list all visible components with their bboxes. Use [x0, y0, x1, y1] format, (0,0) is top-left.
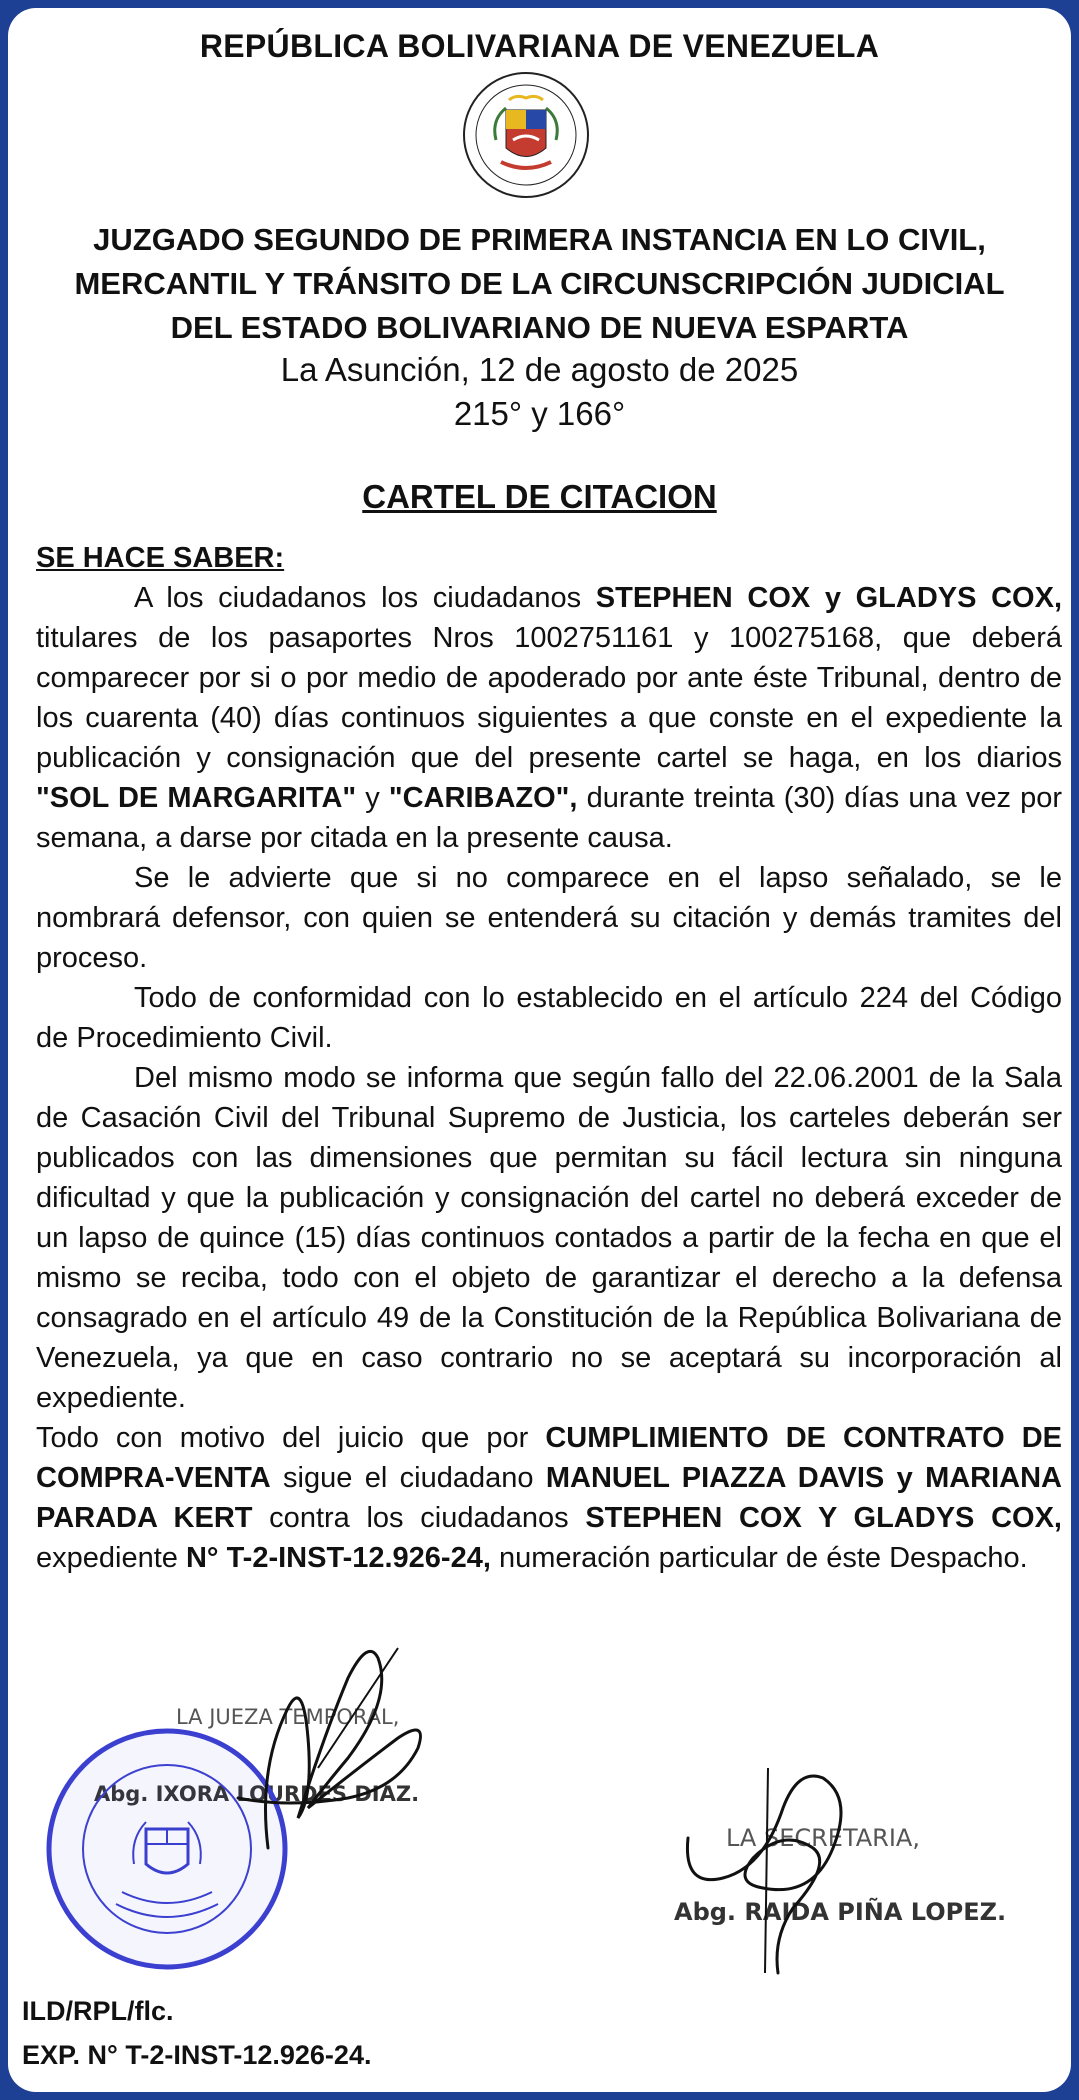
judge-name: Abg. IXORA LOURDES DIAZ. — [94, 1782, 420, 1806]
case-type: CUMPLIMIENTO DE CONTRATO DE COMPRA-VENTA — [36, 1422, 1062, 1494]
newspaper-name: "CARIBAZO", — [388, 782, 578, 814]
case-number: N° T-2-INST-12.926-24, — [185, 1542, 491, 1574]
newspaper-name: "SOL DE MARGARITA" — [36, 782, 357, 814]
court-heading — [8, 218, 1071, 350]
court-line: DEL ESTADO BOLIVARIANO DE NUEVA ESPARTA — [170, 310, 909, 345]
document-body — [36, 538, 1062, 1578]
paragraph-case — [36, 1418, 1062, 1578]
text-run: Todo con motivo del juicio que por — [36, 1422, 546, 1454]
judge-title: LA JUEZA TEMPORAL, — [176, 1705, 400, 1729]
plaintiffs-names: MANUEL PIAZZA DAVIS y MARIANA PARADA KERT — [36, 1462, 1062, 1534]
text-run: expediente — [36, 1542, 186, 1574]
secretary-signature-icon — [673, 1748, 883, 1978]
text-run: titulares de los pasaportes Nros 1002751161 y 100275168, que deberá comparecer por si o por medio de apoderado por ante éste Tribunal, dentro de los cuarenta (40) días continuos siguientes a que conste en el expediente la publicación y consignación que del presente cartel se haga, en los diarios — [36, 622, 1062, 774]
court-line: MERCANTIL Y TRÁNSITO DE LA CIRCUNSCRIPCIÓN JUDICIAL — [74, 266, 1005, 301]
judge-signature-icon — [228, 1618, 448, 1858]
initials: ILD/RPL/flc. — [22, 1996, 174, 2026]
page-title — [8, 478, 1071, 516]
document-years: 215° y 166° — [453, 395, 626, 432]
text-run: durante treinta (30) días una vez por semana, a darse por citada en la presente causa. — [36, 782, 1062, 854]
defendants-names: STEPHEN COX Y GLADYS COX, — [585, 1502, 1062, 1534]
secretary-name: Abg. RAIDA PIÑA LOPEZ. — [674, 1898, 1007, 1926]
page-title-text: CARTEL DE CITACION — [362, 478, 717, 515]
paragraph-legal-basis: Todo de conformidad con lo establecido en el artículo 224 del Código de Procedimiento Civil. — [36, 982, 1062, 1054]
paragraph-ruling: Del mismo modo se informa que según fallo del 22.06.2001 de la Sala de Casación Civil del Tribunal Supremo de Justicia, los carteles deberán ser publicados con las dimensiones que permitan su fácil lectura sin ninguna dificultad y que la publicación y consignación del cartel no deberá exceder de un lapso de quince (15) días continuos contados a partir de la fecha en que el mismo se reciba, todo con el objeto de garantizar el derecho a la defensa consagrado en el artículo 49 de la Constitución de la República Bolivariana de Venezuela, ya que en caso contrario no se aceptará su incorporación al expediente. — [36, 1062, 1062, 1414]
text-run: numeración particular de éste Despacho. — [490, 1542, 1028, 1574]
coat-of-arms-icon — [461, 70, 591, 200]
text-run: A los ciudadanos los ciudadanos — [134, 582, 596, 614]
republic-heading: REPÚBLICA BOLIVARIANA DE VENEZUELA — [199, 28, 880, 64]
document-card — [8, 8, 1071, 2092]
paragraph-warning: Se le advierte que si no comparece en el lapso señalado, se le nombrará defensor, con quien se entenderá su citación y demás tramites del proceso. — [36, 862, 1062, 974]
text-run: sigue el ciudadano — [270, 1462, 546, 1494]
expediente-number: EXP. N° T-2-INST-12.926-24. — [22, 2040, 372, 2070]
secretary-title: LA SECRETARIA, — [726, 1824, 920, 1852]
text-run: y — [356, 782, 389, 814]
defendants-names: STEPHEN COX y GLADYS COX, — [595, 582, 1062, 614]
paragraph-summons — [36, 578, 1062, 858]
court-line: JUZGADO SEGUNDO DE PRIMERA INSTANCIA EN LO CIVIL, — [93, 222, 986, 257]
document-date: La Asunción, 12 de agosto de 2025 — [280, 351, 799, 388]
text-run: contra los ciudadanos — [252, 1502, 586, 1534]
hace-saber-label: SE HACE SABER: — [36, 542, 285, 574]
